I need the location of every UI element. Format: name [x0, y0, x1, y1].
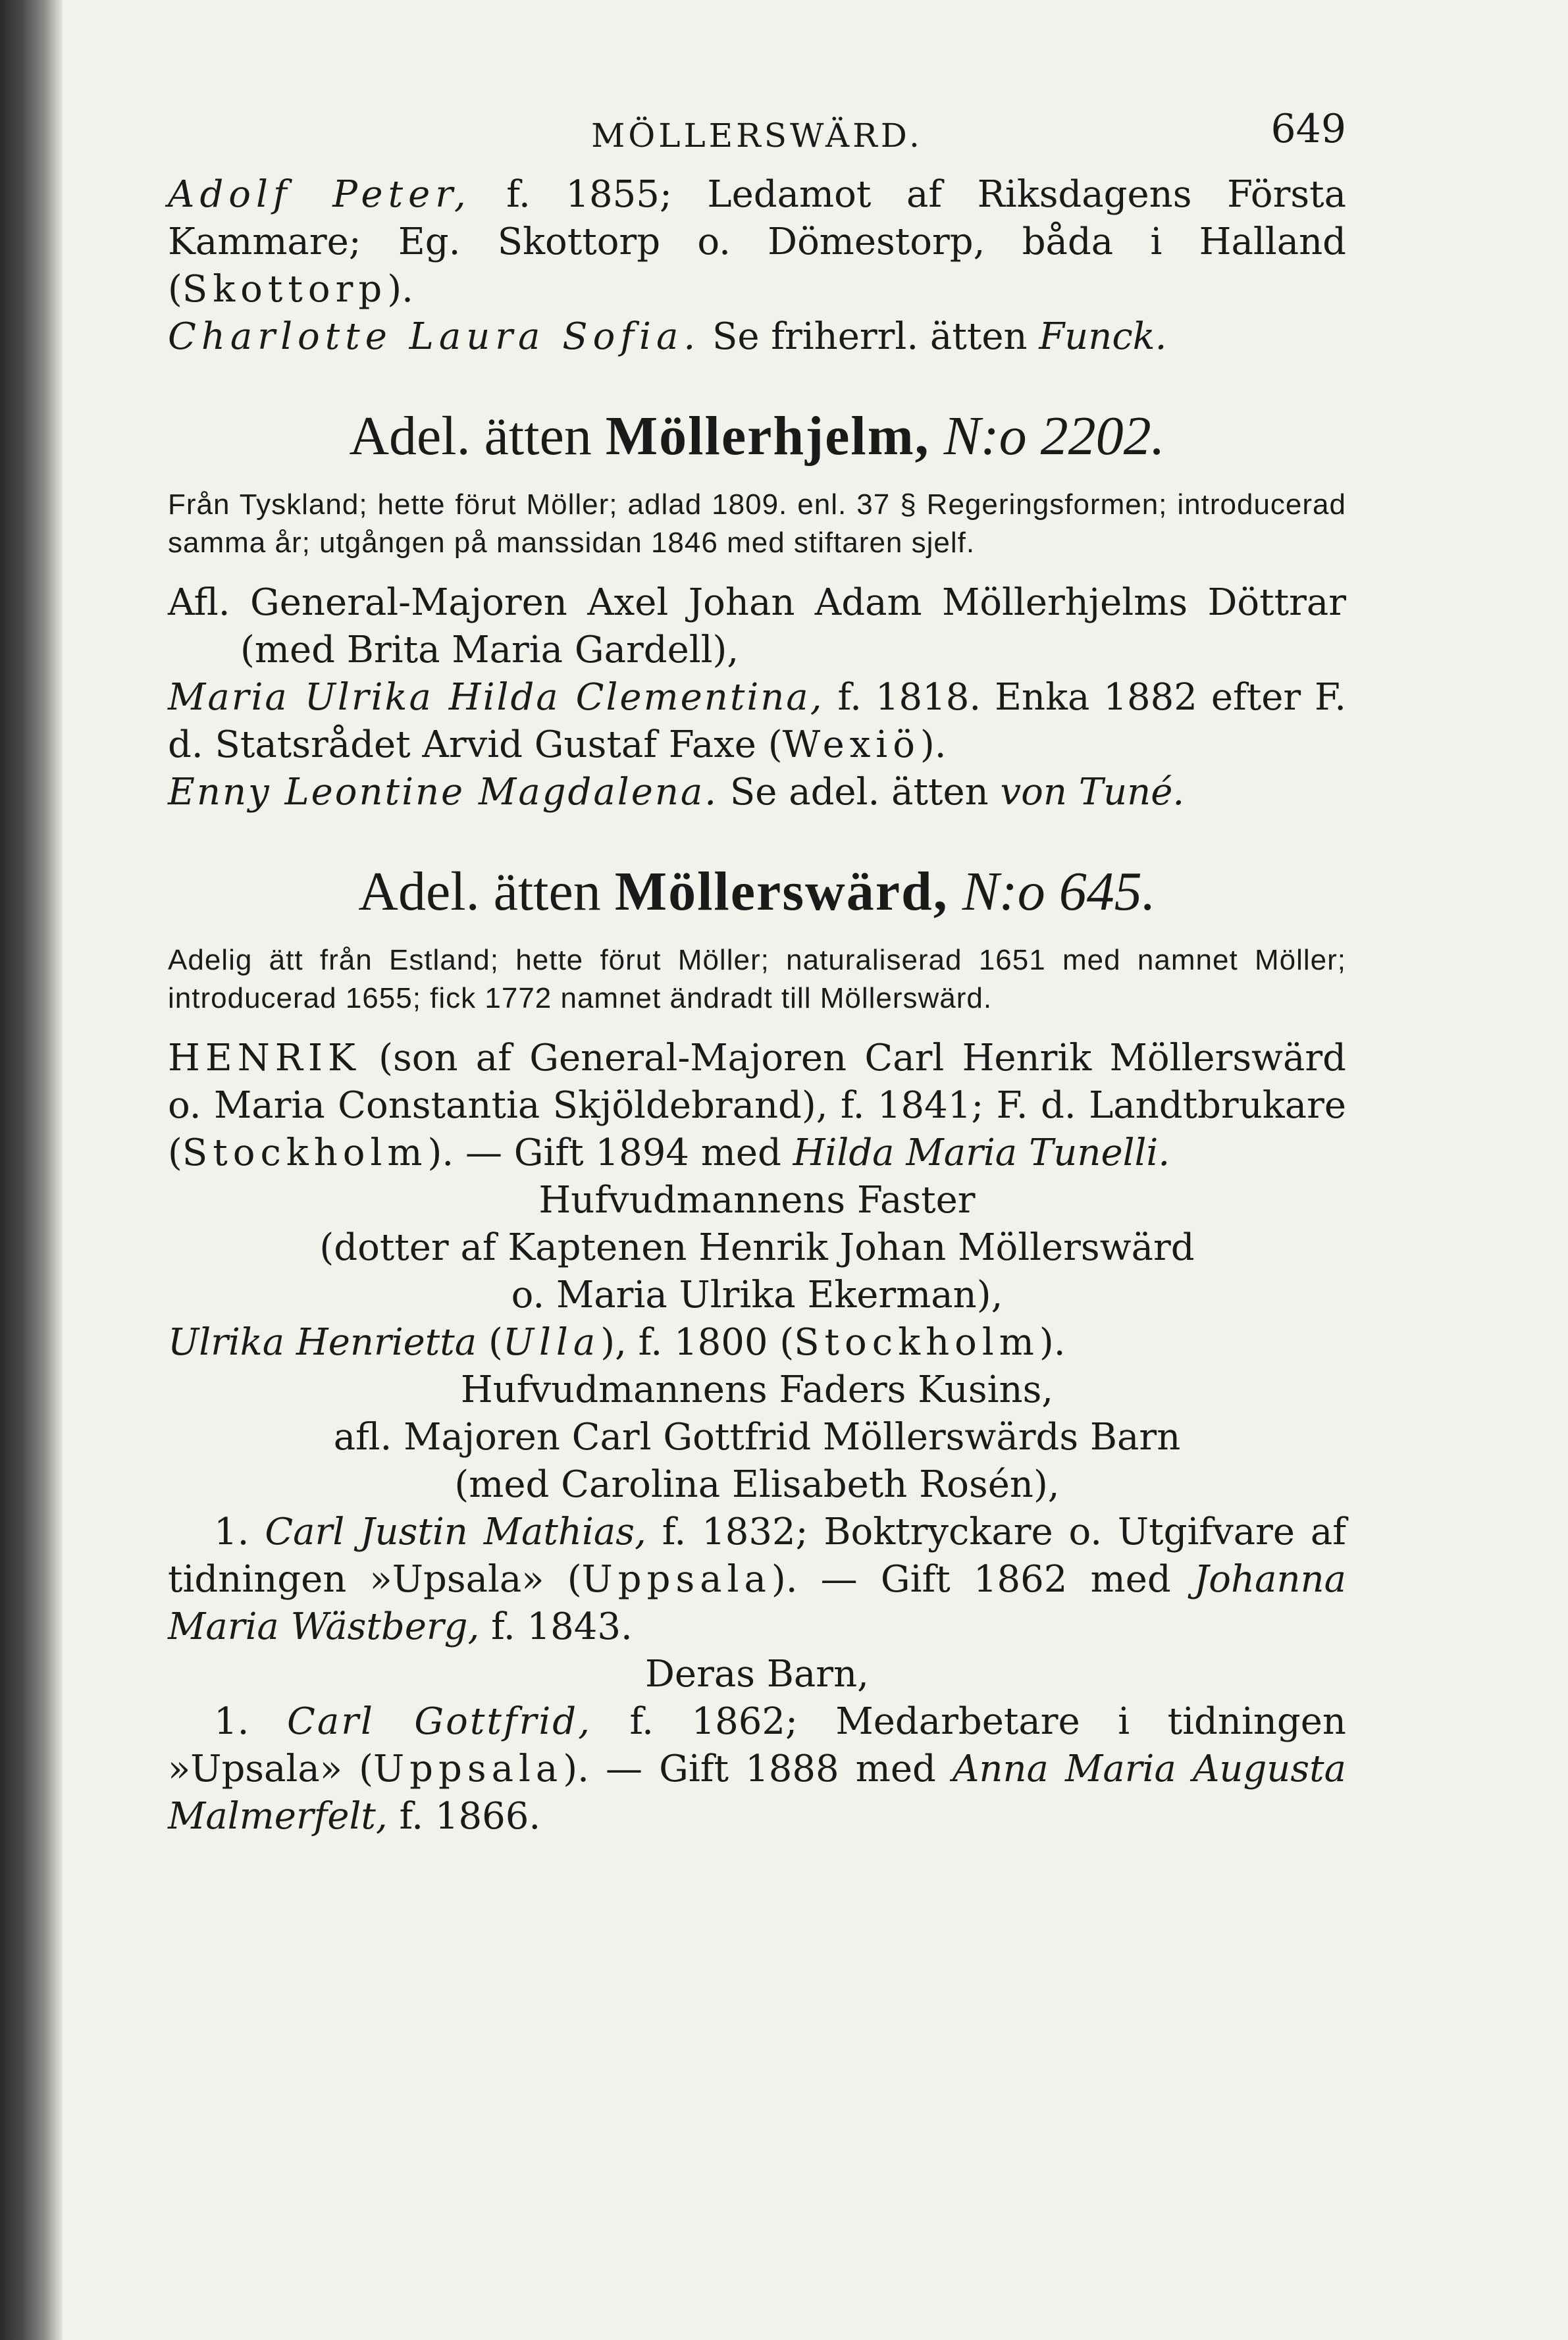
entry-carl-gottfrid-name: Carl Gottfrid,: [286, 1700, 592, 1743]
entry-enny-ref: von Tuné.: [1000, 771, 1185, 814]
entry-carl-justin: [168, 1509, 1346, 1651]
mollerhjelm-afl: Afl. General-Majoren Axel Johan Adam Möllerhjelms Döttrar (med Brita Maria Gardell),: [168, 581, 1346, 671]
entry-maria-name: Maria Ulrika Hilda Clementina,: [168, 676, 824, 719]
entry-carl-justin-text: f. 1832; Boktryckare o. Utgifvare af tidningen »Upsala» (: [168, 1511, 1346, 1601]
section-title-mollerhjelm-pre: Adel. ätten: [349, 405, 606, 467]
faster-sub-2: o. Maria Ulrika Ekerman),: [511, 1274, 1003, 1316]
entry-henrik-name: HENRIK: [168, 1037, 361, 1079]
section-title-mollersward-no: N:o 645.: [948, 861, 1156, 922]
kusins-heading: Hufvudmannens Faders Kusins,: [460, 1368, 1054, 1411]
section-title-mollersward-pre: Adel. ätten: [358, 861, 615, 922]
barn-heading: Deras Barn,: [645, 1653, 869, 1696]
entry-henrik: [168, 1035, 1346, 1177]
entry-carl-justin-name: Carl Justin Mathias,: [265, 1511, 646, 1553]
faster-heading: Hufvudmannens Faster: [538, 1179, 976, 1222]
entry-charlotte: [168, 313, 1346, 361]
entry-ulrika-text: ), f. 1800 (: [600, 1321, 795, 1364]
section-title-mollerhjelm: [168, 400, 1346, 473]
entry-carl-justin-place: Uppsala: [581, 1558, 771, 1601]
entry-maria: [168, 674, 1346, 769]
mollerhjelm-intro: Från Tyskland; hette förut Möller; adlad 1809. enl. 37 § Regeringsformen; introducerad samma år; utgången på manssidan 1846 med stiftaren sjelf.: [168, 488, 1346, 559]
entry-ulrika-pre: (: [477, 1321, 503, 1364]
page: [168, 99, 1346, 1840]
section-title-mollerhjelm-name: Möllerhjelm,: [605, 405, 930, 467]
entry-carl-justin-end: f. 1843.: [479, 1605, 633, 1648]
running-title: MÖLLERSWÄRD.: [591, 117, 923, 155]
page-number: 649: [1270, 106, 1346, 152]
page-header: [168, 99, 1346, 171]
entry-carl-justin-wife: Johanna Maria Wästberg,: [168, 1558, 1346, 1648]
entry-maria-end: ).: [920, 723, 947, 766]
entry-ulrika-name: Ulrika Henrietta: [168, 1321, 477, 1364]
entry-enny: [168, 769, 1346, 816]
entry-enny-text: Se adel. ätten: [718, 771, 1001, 814]
mollersward-intro: Adelig ätt från Estland; hette förut Möller; naturaliserad 1651 med namnet Möller; introducerad 1655; fick 1772 namnet ändradt till Möllerswärd.: [168, 944, 1346, 1014]
entry-carl-gottfrid-mid: ). — Gift 1888 med: [563, 1748, 953, 1790]
entry-henrik-mid: ). — Gift 1894 med: [427, 1131, 793, 1174]
entry-ulrika-place: Stockholm: [794, 1321, 1039, 1364]
entry-carl-gottfrid-place: Uppsala: [373, 1748, 563, 1790]
entry-maria-place: Wexiö: [782, 723, 920, 766]
kusins-sub-1: afl. Majoren Carl Gottfrid Möllerswärds Barn: [333, 1416, 1181, 1459]
entry-carl-gottfrid: [168, 1698, 1346, 1840]
entry-adolf: [168, 171, 1346, 313]
entry-enny-name: Enny Leontine Magdalena.: [168, 771, 719, 814]
section-title-mollersward-name: Möllerswärd,: [614, 861, 949, 922]
entry-charlotte-text: Se friherrl. ätten: [700, 315, 1039, 358]
entry-adolf-name: Adolf Peter,: [168, 173, 471, 216]
entry-henrik-text: (son af General-Majoren Carl Henrik Möllerswärd o. Maria Constantia Skjöldebrand), f. 1841; F. d. Landtbrukare (: [168, 1037, 1346, 1174]
entry-charlotte-name: Charlotte Laura Sofia.: [168, 315, 701, 358]
entry-maria-text: f. 1818. Enka 1882 efter F. d. Statsrådet Arvid Gustaf Faxe (: [168, 676, 1346, 766]
kusins-sub-2: (med Carolina Elisabeth Rosén),: [454, 1463, 1060, 1506]
entry-adolf-end: ).: [387, 268, 413, 311]
entry-ulrika: [168, 1319, 1346, 1366]
section-title-mollerhjelm-no: N:o 2202.: [929, 405, 1165, 467]
entry-adolf-place: Skottorp: [182, 268, 388, 311]
entry-charlotte-ref: Funck.: [1039, 315, 1167, 358]
entry-adolf-text: f. 1855; Ledamot af Riksdagens Första Kammare; Eg. Skottorp o. Dömestorp, båda i Halland (: [168, 173, 1346, 311]
section-title-mollersward: [168, 856, 1346, 928]
entry-henrik-wife: Hilda Maria Tunelli.: [793, 1131, 1170, 1174]
faster-sub-1: (dotter af Kaptenen Henrik Johan Möllerswärd: [319, 1226, 1195, 1269]
entry-henrik-place: Stockholm: [182, 1131, 428, 1174]
entry-carl-gottfrid-text: f. 1862; Medarbetare i tidningen »Upsala» (: [168, 1700, 1346, 1790]
entry-ulrika-nick: Ulla: [502, 1321, 601, 1364]
book-binding-shadow: [0, 0, 63, 2340]
entry-carl-gottfrid-wife: Anna Maria Augusta Malmerfelt,: [168, 1748, 1346, 1838]
entry-carl-gottfrid-end: f. 1866.: [387, 1795, 541, 1838]
entry-ulrika-end: ).: [1039, 1321, 1066, 1364]
entry-carl-justin-num: 1.: [214, 1511, 249, 1553]
entry-carl-gottfrid-num: 1.: [214, 1700, 249, 1743]
entry-carl-justin-mid: ). — Gift 1862 med: [771, 1558, 1194, 1601]
